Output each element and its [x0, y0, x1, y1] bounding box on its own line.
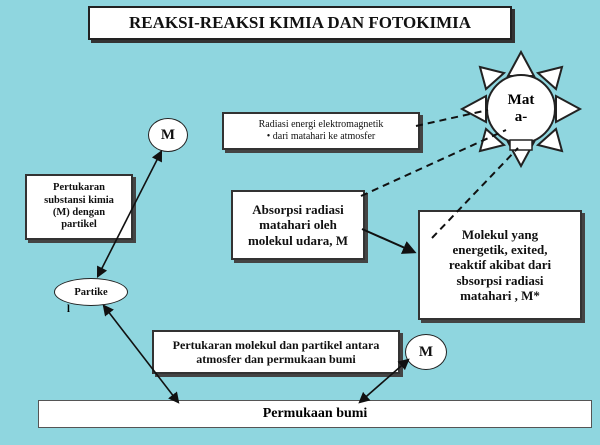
sun-label-line1: Mat — [507, 92, 535, 108]
arrow-partikel-surface — [104, 306, 178, 402]
molekul-box: Molekul yang energetik, exited, reaktif akibat dari sbsorpsi radiasi matahari , M* — [418, 210, 582, 320]
radiasi-line2-text: dari matahari ke atmosfer — [272, 131, 376, 142]
radiasi-line1: Radiasi energi elektromagnetik — [258, 119, 384, 131]
dashed-sun-to-molekul — [432, 148, 518, 238]
sun-label-line2: a- — [514, 109, 528, 126]
pertukaran-atmosfer-box: Pertukaran molekul dan partikel antara atmosfer dan permukaan bumi — [152, 330, 400, 374]
arrow-absorpsi-to-molekul — [362, 229, 414, 252]
m-node-bottom: M — [405, 334, 447, 370]
partikel-tail: l — [67, 304, 70, 315]
absorpsi-box: Absorpsi radiasi matahari oleh molekul udara, M — [231, 190, 365, 260]
dashed-sun-to-absorpsi — [361, 130, 506, 196]
arrow-m-partikel — [98, 152, 161, 276]
partikel-node: Partike — [54, 278, 128, 306]
page-title: REAKSI-REAKSI KIMIA DAN FOTOKIMIA — [88, 6, 512, 40]
surface-label: Permukaan bumi — [262, 406, 368, 421]
radiasi-line2: • dari matahari ke atmosfer — [266, 131, 376, 142]
m-node-top: M — [148, 118, 188, 152]
dashed-sun-to-radiasi — [416, 110, 488, 126]
pertukaran-box: Pertukaran substansi kimia (M) dengan partikel — [25, 174, 133, 240]
arrow-surface-m — [360, 360, 408, 402]
